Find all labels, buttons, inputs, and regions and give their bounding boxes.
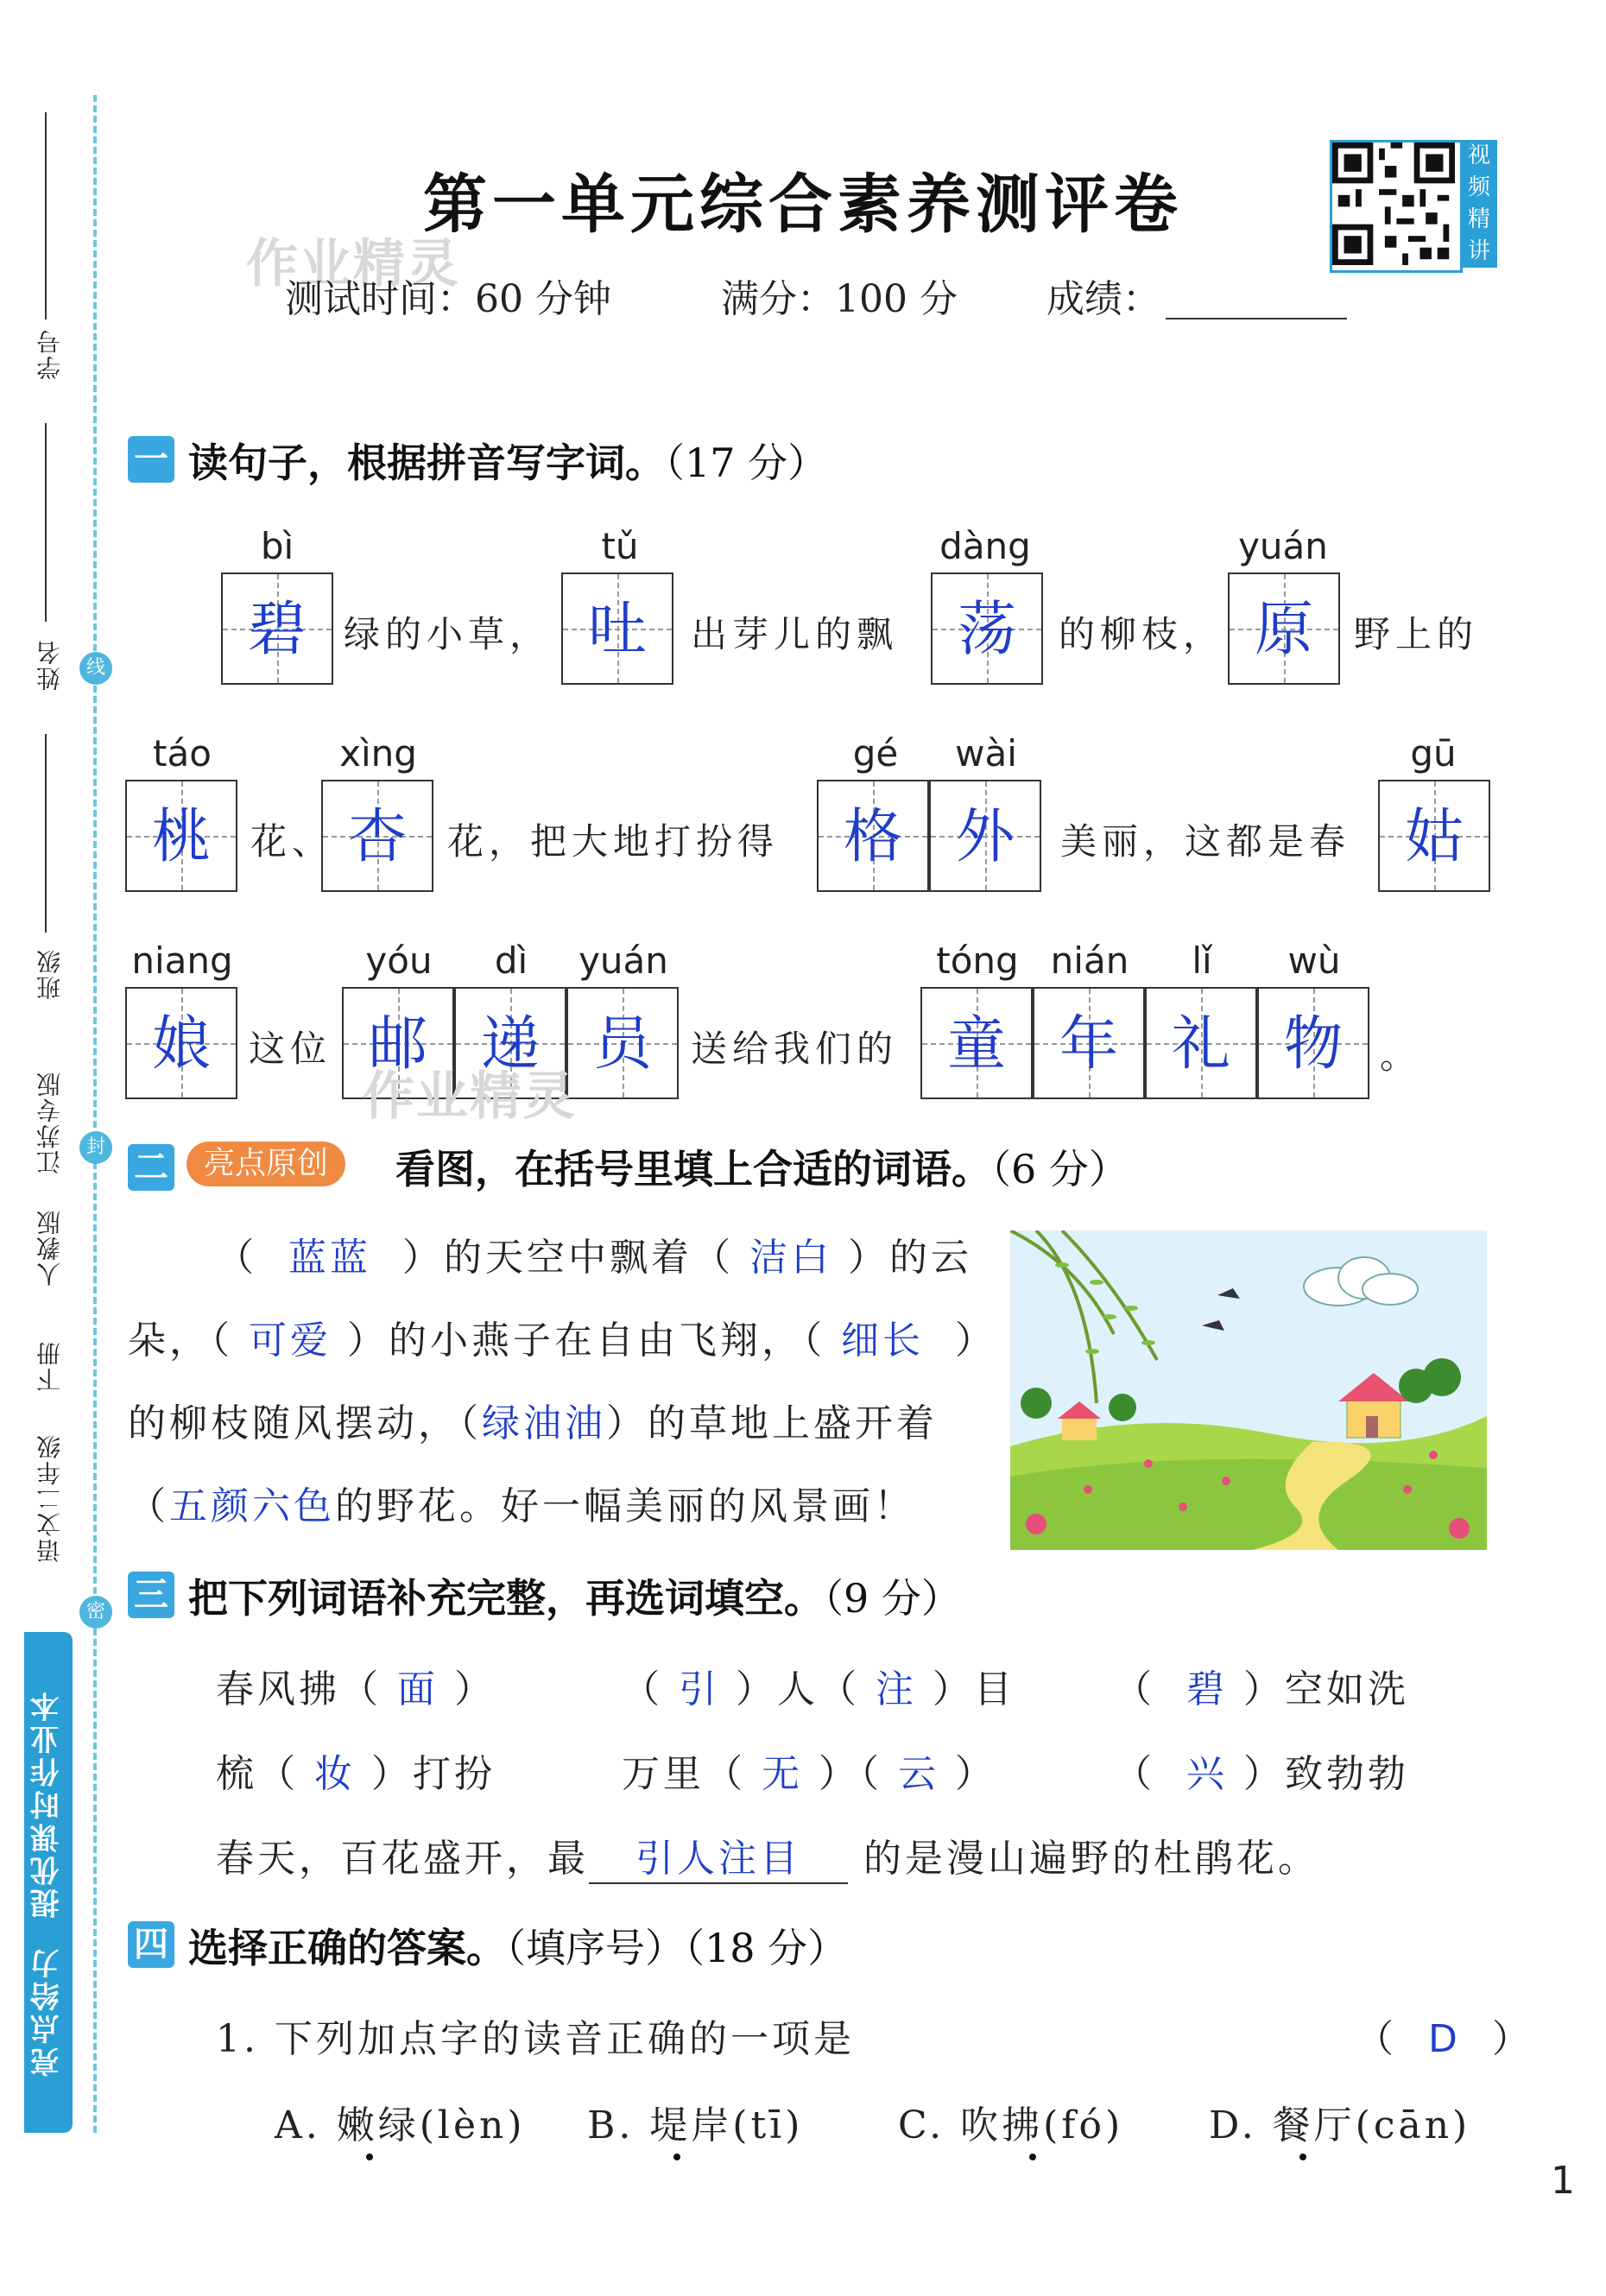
emphasis-dot	[1029, 2154, 1036, 2160]
watermark: 作业精灵	[363, 1066, 577, 1127]
score-blank	[1166, 318, 1347, 319]
tianzige-box: 员	[566, 987, 679, 1099]
emphasis-dot	[1299, 2154, 1306, 2160]
para-line: 的柳枝随风摆动，（绿油油）的草地上盛开着	[128, 1401, 938, 1445]
option-c: C. 吹拂(fó)	[898, 2103, 1124, 2147]
tianzige-box: 吐	[561, 572, 673, 685]
option-b: B. 堤岸(tī)	[587, 2103, 804, 2147]
pinyin: gū	[1410, 732, 1457, 775]
pinyin: bì	[260, 525, 294, 567]
tianzige-box: 荡	[931, 572, 1043, 685]
section1-title: 读句子，根据拼音写字词。（17 分）	[188, 440, 828, 486]
student-no-label: 学号	[35, 328, 64, 380]
sentence-text: 野上的	[1354, 613, 1479, 655]
pinyin: xìng	[339, 732, 417, 775]
section2-title: 看图，在括号里填上合适的词语。（6 分）	[395, 1146, 1129, 1192]
fill-sentence: 春天，百花盛开，最 引人注目 的是漫山遍野的杜鹃花。	[216, 1827, 1319, 1884]
test-time: 测试时间：60 分钟	[285, 277, 611, 321]
class-line	[45, 734, 47, 933]
pinyin: lǐ	[1192, 939, 1212, 982]
idiom-item: （ 碧 ）空如洗	[1114, 1667, 1409, 1711]
idiom-item: 春风拂（ 面 ）	[216, 1667, 496, 1711]
sentence-text: 送给我们的	[691, 1028, 899, 1070]
sentence-text: 花、	[250, 820, 334, 863]
pinyin: dì	[494, 939, 528, 982]
tianzige-box: 物	[1257, 987, 1369, 1099]
section2-badge: 二	[128, 1144, 174, 1191]
sentence-text: 出芽儿的飘	[691, 613, 899, 655]
pinyin: yuán	[1238, 525, 1328, 567]
page-number: 1	[1551, 2159, 1575, 2203]
sentence-text: 这位	[249, 1028, 332, 1070]
idiom-item: 万里（ 无 ）（ 云 ）	[622, 1752, 996, 1796]
qr-pattern-icon	[1332, 142, 1455, 265]
sentence-text: 。	[1380, 1034, 1422, 1077]
line-marker: 线	[79, 652, 112, 685]
option-d: D. 餐厅(cān)	[1209, 2103, 1471, 2147]
pinyin: nián	[1050, 939, 1129, 982]
tianzige-box: 格	[817, 780, 929, 892]
brand-text: 亮点给力 提优课时作业本	[30, 1688, 65, 2077]
tianzige-box: 姑	[1378, 780, 1490, 892]
page-title: 第一单元综合素养测评卷	[423, 168, 1183, 242]
pinyin: wài	[955, 732, 1017, 775]
pinyin: wù	[1287, 939, 1341, 982]
section1-badge: 一	[128, 436, 174, 483]
publisher-label: 人教版	[35, 1209, 64, 1287]
pinyin: yóu	[365, 939, 433, 982]
full-score: 满分：100 分	[721, 277, 958, 321]
para-line: 朵，（ 可爱 ）的小燕子在自由飞翔，（ 细长 ）	[128, 1319, 996, 1363]
sentence-text: 的柳枝，	[1059, 613, 1225, 655]
pinyin: niang	[131, 939, 233, 982]
idiom-item: （ 引 ）人（ 注 ）目	[622, 1667, 1015, 1711]
pinyin: dàng	[939, 525, 1031, 567]
pinyin: táo	[153, 732, 212, 775]
tianzige-box: 碧	[221, 572, 333, 685]
original-tag: 亮点原创	[187, 1142, 345, 1186]
section4-badge: 四	[128, 1921, 174, 1968]
name-line	[45, 423, 47, 622]
sentence-text: 绿的小草，	[344, 613, 552, 655]
pinyin: tóng	[936, 939, 1019, 982]
landscape-illustration	[1010, 1230, 1487, 1550]
score-label: 成绩：	[1046, 277, 1160, 321]
idiom-item: （ 兴 ）致勃勃	[1114, 1752, 1409, 1796]
sentence-text: 花，把大地打扮得	[447, 820, 780, 863]
seal-marker: 封	[79, 1131, 112, 1164]
tianzige-box: 杏	[321, 780, 433, 892]
section3-badge: 三	[128, 1572, 174, 1618]
tianzige-box: 年	[1033, 987, 1145, 1099]
tianzige-box: 递	[454, 987, 566, 1099]
section3-title: 把下列词语补充完整，再选词填空。（9 分）	[188, 1575, 961, 1622]
pinyin: tǔ	[601, 525, 639, 567]
qr-code[interactable]	[1330, 140, 1463, 273]
para-line: （ 蓝蓝 ）的天空中飘着（ 洁白 ）的云	[216, 1236, 972, 1280]
class-label: 班级	[35, 948, 64, 1000]
tianzige-box: 外	[929, 780, 1041, 892]
pinyin: gé	[852, 732, 899, 775]
option-a: A. 嫩绿(lèn)	[275, 2103, 526, 2147]
edition-label: 江苏专版	[35, 1071, 64, 1174]
term-label: 下册	[35, 1340, 64, 1392]
grade-label: 语文二年级	[35, 1433, 64, 1563]
para-line: （五颜六色的野花。好一幅美丽的风景画！	[128, 1484, 915, 1528]
pinyin: yuán	[579, 939, 668, 982]
answer-bracket: （ D ）	[1356, 2017, 1533, 2061]
tianzige-box: 原	[1228, 572, 1340, 685]
name-label: 姓名	[35, 639, 64, 691]
idiom-item: 梳（ 妆 ）打扮	[216, 1752, 496, 1796]
tianzige-box: 娘	[125, 987, 237, 1099]
watermark: 作业精灵	[246, 234, 460, 294]
section4-title: 选择正确的答案。（填序号）（18 分）	[188, 1925, 848, 1971]
qr-label: 视频精讲	[1461, 140, 1497, 268]
emphasis-dot	[366, 2154, 373, 2160]
emphasis-dot	[673, 2154, 680, 2160]
sentence-text: 美丽，这都是春	[1060, 820, 1351, 863]
tianzige-box: 礼	[1145, 987, 1257, 1099]
tianzige-box: 童	[920, 987, 1033, 1099]
cut-line	[93, 95, 97, 2133]
tianzige-box: 桃	[125, 780, 237, 892]
question-1: 1. 下列加点字的读音正确的一项是	[216, 2017, 855, 2061]
secret-marker: 密	[79, 1596, 112, 1629]
tianzige-box: 邮	[342, 987, 454, 1099]
